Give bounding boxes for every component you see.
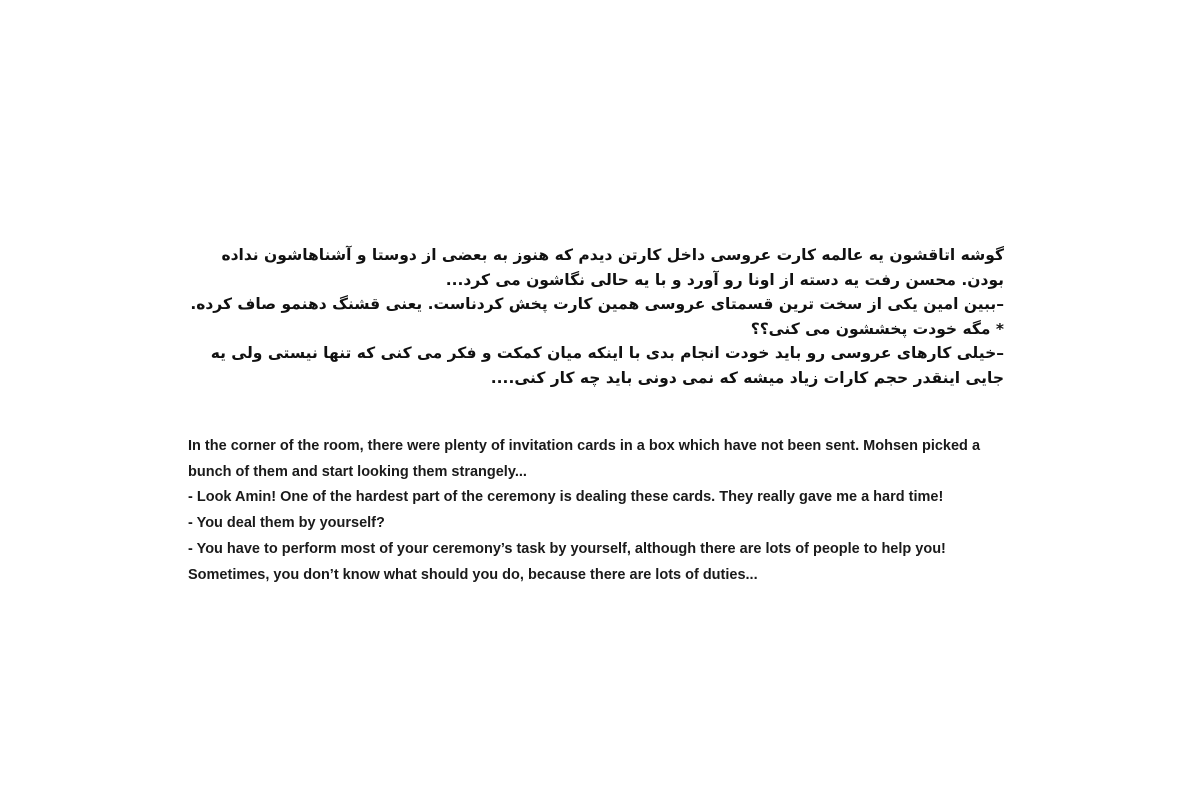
persian-paragraph-1: گوشه اتاقشون یه عالمه کارت عروسی داخل کارتن دیدم که هنوز به بعضی از دوستا و آشناهاشون نداده بودن. محسن رفت یه دسته از اونا رو آورد و با یه حالی نگاشون می کرد...: [221, 246, 1004, 289]
persian-paragraph-4: –خیلی کارهای عروسی رو باید خودت انجام بدی با اینکه میان کمکت و فکر می کنی که تنها نیستی ولی یه جایی اینقدر حجم کارات زیاد میشه که نمی دونی باید چه کار کنی....: [210, 344, 1004, 387]
english-paragraph-1: In the corner of the room, there were plenty of invitation cards in a box which have not been sent. Mohsen picked a bunch of them and start looking them strangely...: [188, 438, 981, 480]
english-paragraph-3: - You deal them by yourself?: [188, 515, 385, 532]
persian-text-block: [186, 243, 1004, 390]
english-paragraph-4: - You have to perform most of your ceremony’s task by yourself, although there are lots of people to help you! Sometimes, you don’t know what should you do, because there are lots of duties...: [188, 540, 946, 583]
persian-paragraph-2: –ببین امین یکی از سخت ترین قسمتای عروسی همین کارت پخش کردناست. یعنی قشنگ دهنمو صاف کرده.: [190, 295, 1004, 313]
english-text-block: [188, 434, 1018, 588]
persian-paragraph-3: * مگه خودت پخششون می کنی؟؟: [750, 319, 1004, 338]
english-paragraph-2: - Look Amin! One of the hardest part of the ceremony is dealing these cards. They really gave me a hard time!: [188, 489, 944, 506]
